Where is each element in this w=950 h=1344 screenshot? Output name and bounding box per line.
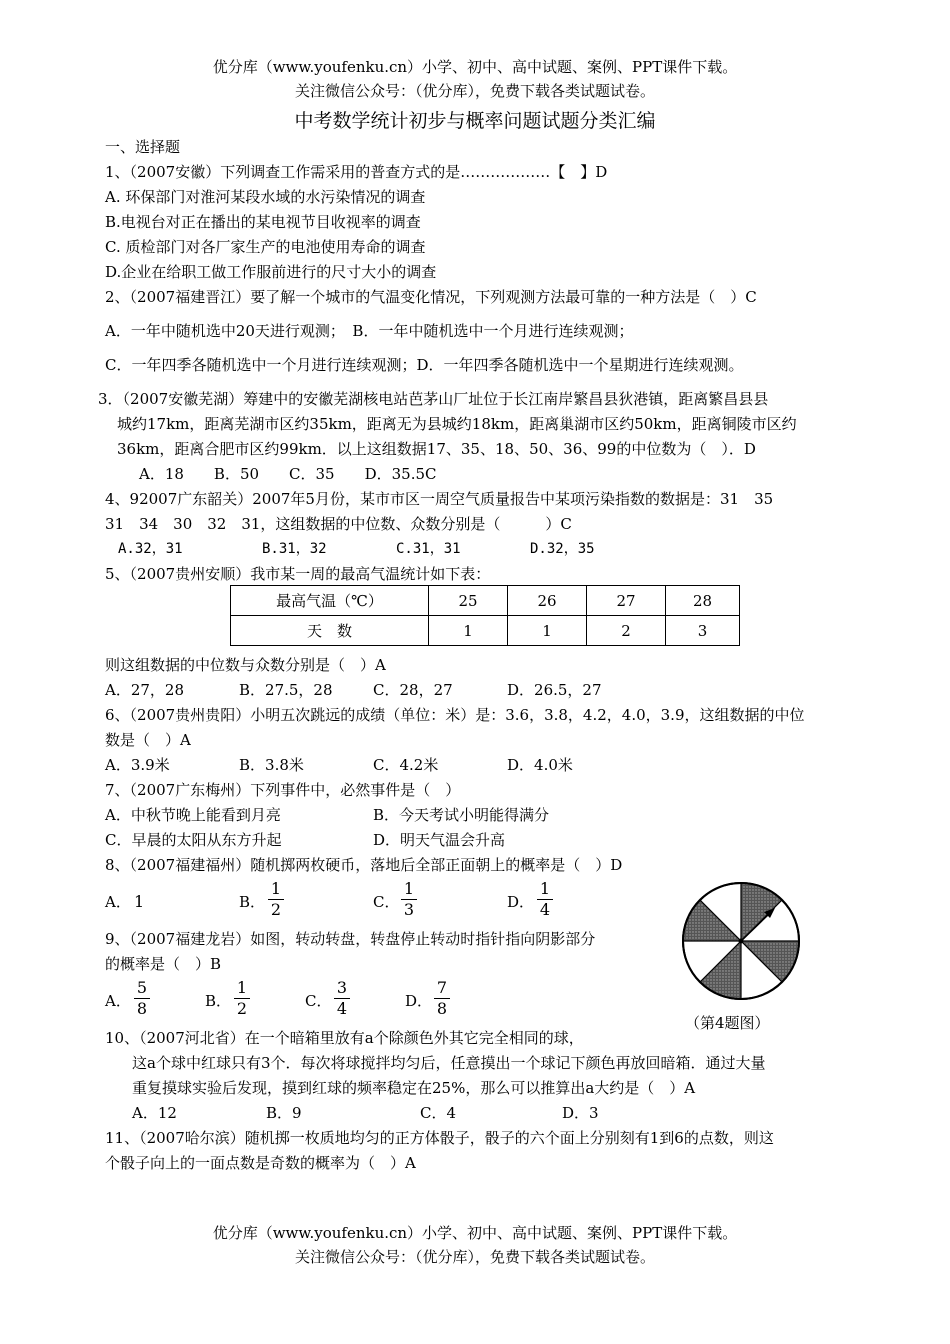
fraction-numerator: 1 — [403, 879, 415, 898]
q4-line-1: 4、92007广东韶关）2007年5月份，某市市区一周空气质量报告中某项污染指数的数据是：31 35 — [105, 490, 774, 508]
q8-option-d-label: D． — [507, 893, 535, 911]
q9-option-c-fraction — [331, 979, 353, 1018]
q9-option-d-fraction — [431, 979, 453, 1018]
q3-line-2: 城约17km，距离芜湖市区约35km，距离无为县城约18km，距离巢湖市区约50km，距离铜陵市区约 — [117, 415, 797, 433]
q5-option-c: C．28，27 — [373, 681, 453, 699]
q1-stem: 1、（2007安徽）下列调查工作需采用的普查方式的是………………【 】D — [105, 163, 608, 181]
q2-stem: 2、（2007福建晋江）要了解一个城市的气温变化情况，下列观测方法最可靠的一种方法是（ ）C — [105, 288, 757, 306]
q9-option-a-label: A． — [105, 992, 131, 1010]
q10-option-c: C．4 — [420, 1104, 457, 1122]
q8-option-b-fraction — [265, 880, 287, 919]
fraction-numerator: 3 — [336, 978, 348, 997]
q4-option-a: A.32，31 — [118, 541, 183, 557]
q5-option-b: B．27.5，28 — [239, 681, 333, 699]
q7-option-d: D．明天气温会升高 — [373, 831, 506, 849]
fraction-denominator: 8 — [136, 999, 148, 1018]
q6-option-b: B．3.8米 — [239, 756, 304, 774]
q10-option-b: B．9 — [266, 1104, 302, 1122]
table-cell: 1 — [429, 616, 508, 646]
q5-option-a: A．27，28 — [105, 681, 185, 699]
q8-stem: 8、（2007福建福州）随机掷两枚硬币，落地后全部正面朝上的概率是（ ）D — [105, 856, 623, 874]
section-heading: 一、选择题 — [105, 138, 181, 156]
q1-option-a: A. 环保部门对淮河某段水域的水污染情况的调查 — [105, 188, 426, 206]
q5-option-d: D．26.5，27 — [507, 681, 602, 699]
fraction-denominator: 2 — [270, 900, 282, 919]
q9-option-b-fraction — [231, 979, 253, 1018]
q7-option-b: B．今天考试小明能得满分 — [373, 806, 550, 824]
q6-line-1: 6、（2007贵州贵阳）小明五次跳远的成绩（单位：米）是：3.6，3.8，4.2，4.0，3.9，这组数据的中位 — [105, 706, 805, 724]
fraction-numerator: 1 — [539, 879, 551, 898]
fraction-denominator: 3 — [403, 900, 415, 919]
q2-options-cd: C．一年四季各随机选中一个月进行连续观测；D．一年四季各随机选中一个星期进行连续观测。 — [105, 356, 744, 374]
fraction-numerator: 7 — [436, 978, 448, 997]
table-cell: 27 — [587, 586, 666, 616]
q11-line-2: 个骰子向上的一面点数是奇数的概率为（ ）A — [105, 1154, 416, 1172]
header-line-1: 优分库（www.youfenku.cn）小学、初中、高中试题、案例、PPT课件下载。 — [212, 58, 738, 76]
q8-option-c-label: C． — [373, 893, 400, 911]
page-title: 中考数学统计初步与概率问题试题分类汇编 — [294, 110, 656, 132]
fraction-denominator: 4 — [539, 900, 551, 919]
q4-line-2: 31 34 30 32 31，这组数据的中位数、众数分别是（ ）C — [105, 515, 572, 533]
table-cell: 3 — [666, 616, 740, 646]
table-cell: 2 — [587, 616, 666, 646]
q8-option-b-label: B． — [239, 893, 266, 911]
table-cell: 28 — [666, 586, 740, 616]
q9-line-2: 的概率是（ ）B — [105, 955, 222, 973]
table-cell: 1 — [508, 616, 587, 646]
q1-option-d: D.企业在给职工做工作服前进行的尺寸大小的调查 — [105, 263, 437, 281]
temperature-table — [230, 585, 740, 646]
fraction-numerator: 5 — [136, 978, 148, 997]
q8-option-d-fraction — [534, 880, 556, 919]
q8-option-a-label: A． — [105, 893, 131, 911]
q9-option-d-label: D． — [405, 992, 433, 1010]
q6-line-2: 数是（ ）A — [105, 731, 191, 749]
table-row — [231, 586, 740, 616]
q7-option-c: C．早晨的太阳从东方升起 — [105, 831, 282, 849]
q8-option-c-fraction — [398, 880, 420, 919]
q3-options: A．18 B．50 C．35 D．35.5C — [139, 465, 437, 483]
fraction-numerator: 1 — [236, 978, 248, 997]
q6-option-d: D．4.0米 — [507, 756, 573, 774]
q11-line-1: 11、（2007哈尔滨）随机掷一枚质地均匀的正方体骰子，骰子的六个面上分别刻有1到6的点数，则这 — [105, 1129, 774, 1147]
fraction-denominator: 4 — [336, 999, 348, 1018]
q3-line-1: 3．（2007安徽芜湖）筹建中的安徽芜湖核电站芭茅山厂址位于长江南岸繁昌县狄港镇，距离繁昌县县 — [98, 390, 769, 408]
header-line-2: 关注微信公众号：（优分库），免费下载各类试题试卷。 — [294, 82, 655, 100]
q10-option-a: A．12 — [132, 1104, 177, 1122]
q9-line-1: 9、（2007福建龙岩）如图，转动转盘，转盘停止转动时指针指向阴影部分 — [105, 930, 596, 948]
q4-option-c: C.31，31 — [396, 541, 461, 557]
q1-option-c: C. 质检部门对各厂家生产的电池使用寿命的调查 — [105, 238, 426, 256]
q10-line-3: 重复摸球实验后发现，摸到红球的频率稳定在25%，那么可以推算出a大约是（ ）A — [132, 1079, 696, 1097]
figure-caption: （第4题图） — [685, 1014, 770, 1032]
table-cell: 25 — [429, 586, 508, 616]
table-header-cell: 天 数 — [231, 616, 429, 646]
q9-option-b-label: B． — [205, 992, 232, 1010]
q7-stem: 7、（2007广东梅州）下列事件中，必然事件是（ ） — [105, 781, 461, 799]
q9-option-a-fraction — [131, 979, 153, 1018]
q10-line-1: 10、（2007河北省）在一个暗箱里放有a个除颜色外其它完全相同的球， — [105, 1029, 584, 1047]
q7-option-a: A．中秋节晚上能看到月亮 — [105, 806, 281, 824]
table-cell: 26 — [508, 586, 587, 616]
q5-stem: 5、（2007贵州安顺）我市某一周的最高气温统计如下表： — [105, 565, 491, 583]
q9-option-c-label: C． — [305, 992, 332, 1010]
q6-option-a: A．3.9米 — [105, 756, 170, 774]
q4-option-d: D.32，35 — [530, 541, 595, 557]
footer-line-1: 优分库（www.youfenku.cn）小学、初中、高中试题、案例、PPT课件下载。 — [212, 1224, 738, 1242]
q10-line-2: 这a个球中红球只有3个．每次将球搅拌均匀后，任意摸出一个球记下颜色再放回暗箱．通过大量 — [132, 1054, 766, 1072]
q6-option-c: C．4.2米 — [373, 756, 439, 774]
q4-option-b: B.31，32 — [262, 541, 327, 557]
spinner-figure — [680, 880, 802, 1002]
table-row — [231, 616, 740, 646]
footer-line-2: 关注微信公众号：（优分库），免费下载各类试题试卷。 — [294, 1248, 655, 1266]
q2-options-ab: A．一年中随机选中20天进行观测； B．一年中随机选中一个月进行连续观测； — [105, 322, 634, 340]
fraction-numerator: 1 — [270, 879, 282, 898]
q10-option-d: D．3 — [562, 1104, 599, 1122]
fraction-denominator: 2 — [236, 999, 248, 1018]
q5-after: 则这组数据的中位数与众数分别是（ ）A — [105, 656, 386, 674]
q3-line-3: 36km，距离合肥市区约99km．以上这组数据17、35、18、50、36、99的中位数为（ ）．D — [117, 440, 756, 458]
q8-option-a-value: 1 — [134, 892, 145, 911]
table-header-cell: 最高气温（℃） — [231, 586, 429, 616]
fraction-denominator: 8 — [436, 999, 448, 1018]
q1-option-b: B.电视台对正在播出的某电视节目收视率的调查 — [105, 213, 421, 231]
